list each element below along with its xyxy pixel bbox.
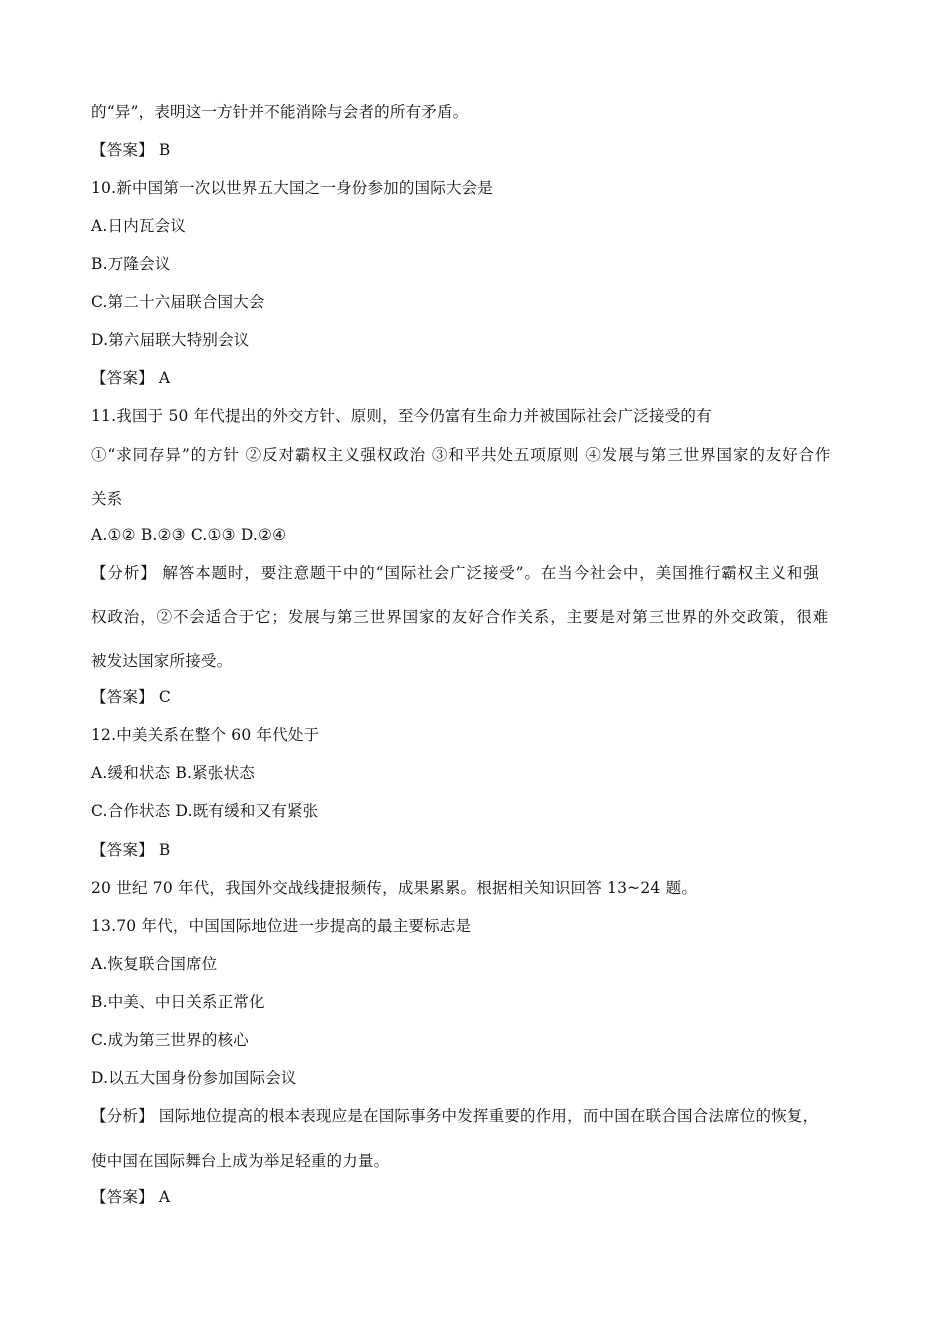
q12-options-cd: C.合作状态 D.既有缓和又有紧张 [91,802,319,820]
q10-option-b: B.万隆会议 [91,255,171,273]
q11-options: A.①② B.②③ C.①③ D.②④ [91,526,287,544]
question-11: 11.我国于 50 年代提出的外交方针、原则，至今仍富有生命力并被国际社会广泛接受的有 [91,407,712,425]
question-12: 12.中美关系在整个 60 年代处于 [91,726,320,744]
q13-option-a: A.恢复联合国席位 [91,955,218,973]
answer-line-q13: 【答案】 A [91,1188,171,1206]
answer-line-q11: 【答案】 C [91,688,171,706]
text-line-continuation: 的“异”，表明这一方针并不能消除与会者的所有矛盾。 [91,103,469,121]
q10-option-c: C.第二十六届联合国大会 [91,293,265,311]
q10-option-d: D.第六届联大特别会议 [91,331,250,349]
q13-option-d: D.以五大国身份参加国际会议 [91,1069,297,1087]
answer-line-q12: 【答案】 B [91,841,171,859]
q12-options-ab: A.缓和状态 B.紧张状态 [91,764,255,782]
q13-analysis-1: 【分析】 国际地位提高的根本表现应是在国际事务中发挥重要的作用，而中国在联合国合法席位的恢复， [91,1107,819,1125]
q11-analysis-1: 【分析】 解答本题时，要注意题干中的“国际社会广泛接受”。在当今社会中，美国推行霸权主义和强 [91,564,820,582]
q11-analysis-3: 被发达国家所接受。 [91,652,233,670]
section-intro: 20 世纪 70 年代，我国外交战线捷报频传，成果累累。根据相关知识回答 13~24 题。 [91,879,698,897]
q11-analysis-2: 权政治，②不会适合于它；发展与第三世界国家的友好合作关系，主要是对第三世界的外交政策，很难 [91,608,830,626]
q13-option-c: C.成为第三世界的核心 [91,1031,249,1049]
q10-option-a: A.日内瓦会议 [91,217,187,235]
q11-statements: ①“求同存异”的方针 ②反对霸权主义强权政治 ③和平共处五项原则 ④发展与第三世界国家的友好合作 [91,446,832,464]
q11-statements-cont: 关系 [91,490,123,508]
q13-option-b: B.中美、中日关系正常化 [91,993,265,1011]
answer-line-q10: 【答案】 A [91,369,171,387]
q13-analysis-2: 使中国在国际舞台上成为举足轻重的力量。 [91,1152,390,1170]
question-13: 13.70 年代，中国国际地位进一步提高的最主要标志是 [91,917,472,935]
question-10: 10.新中国第一次以世界五大国之一身份参加的国际大会是 [91,179,494,197]
answer-line-q9: 【答案】 B [91,141,171,159]
